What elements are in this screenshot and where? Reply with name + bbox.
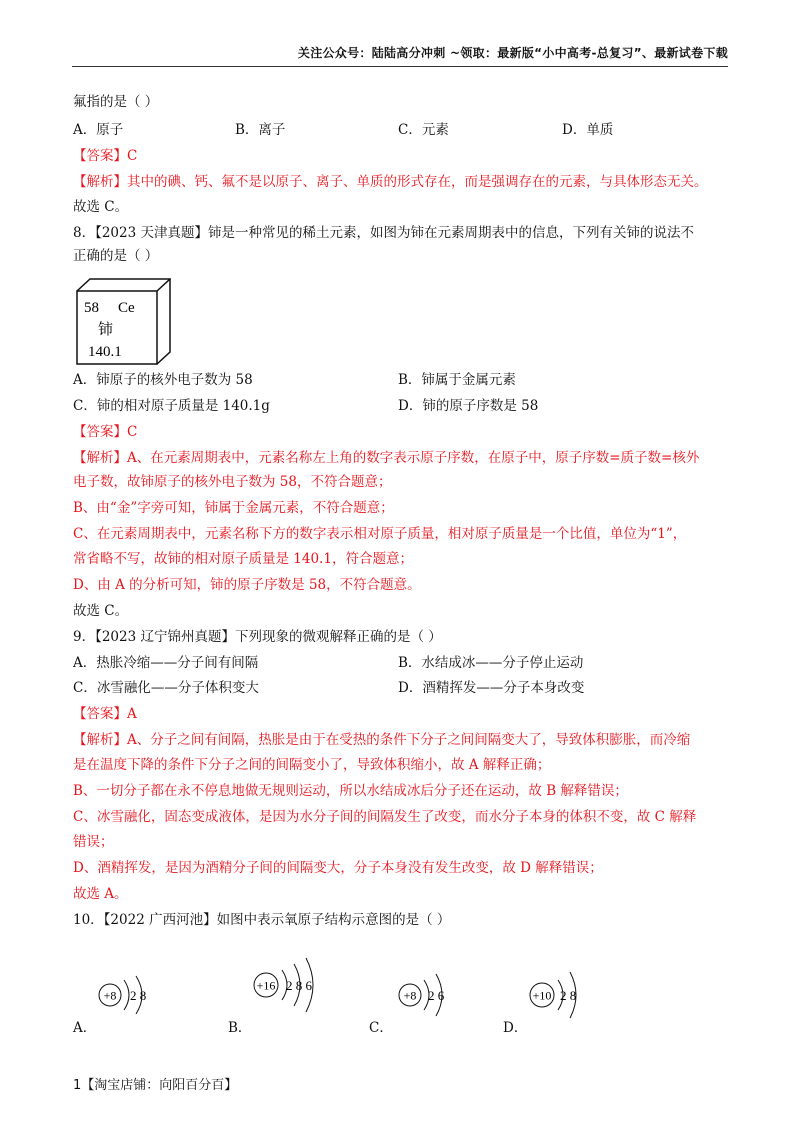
q9-analysis-4: C、冰雪融化，固态变成液体，是因为水分子间的间隔发生了改变，而水分子本身的体积不变，故 C 解释 [73, 809, 697, 825]
q8-analysis-1: 【解析】A、在元素周期表中，元素名称左上角的数字表示原子序数，在原子中，原子序数=质子数=核外 [73, 450, 700, 466]
atom-a-shells: 2 8 [130, 988, 147, 1003]
cell-element-name: 铈 [98, 320, 114, 338]
q9-answer: 【答案】A [73, 706, 137, 722]
cell-symbol: Ce [118, 300, 135, 316]
q7-answer: 【答案】C [73, 148, 138, 164]
atom-diagram-b [244, 950, 334, 1020]
q8-option-a: A．铈原子的核外电子数为 58 [73, 372, 253, 388]
q8-analysis-3: B、由“金”字旁可知，铈属于金属元素，不符合题意； [73, 500, 394, 516]
atom-label-c: C． [369, 1020, 393, 1036]
atom-a-nucleus: +8 [103, 988, 117, 1003]
q10-stem: 10．【2022 广西河池】如图中表示氧原子结构示意图的是（ ） [73, 912, 451, 928]
q7-stem-tail: 氟指的是（ ） [73, 94, 159, 110]
q8-option-b: B．铈属于金属元素 [398, 372, 516, 388]
q8-conclusion: 故选 C。 [73, 603, 129, 619]
q8-option-d: D．铈的原子序数是 58 [398, 398, 539, 414]
q7-conclusion: 故选 C。 [73, 199, 129, 215]
q7-option-c: C．元素 [398, 122, 449, 138]
q9-analysis-1: 【解析】A、分子之间有间隔，热胀是由于在受热的条件下分子之间间隔变大了，导致体积膨胀，而冷缩 [73, 732, 691, 748]
atom-label-a: A． [73, 1020, 97, 1036]
q8-option-c: C．铈的相对原子质量是 140.1g [73, 398, 270, 414]
atom-label-d: D． [503, 1020, 528, 1036]
q9-option-c: C．冰雪融化——分子体积变大 [73, 680, 259, 696]
atom-d-shells: 2 8 [560, 988, 577, 1003]
cell-atomic-mass: 140.1 [88, 344, 122, 360]
atom-b-shells: 2 8 6 [286, 978, 312, 993]
q9-analysis-2: 是在温度下降的条件下分子之间的间隔变小了，导致体积缩小，故 A 解释正确； [73, 757, 551, 773]
q8-stem-line1: 8．【2023 天津真题】铈是一种常见的稀土元素，如图为铈在元素周期表中的信息，下列有关铈的说法不 [73, 225, 694, 241]
page-header: 关注公众号：陆陆高分冲刺 ~领取：最新版“小中高考-总复习”、最新试卷下载 [72, 40, 728, 67]
cell-atomic-number: 58 [84, 300, 99, 316]
atom-c-nucleus: +8 [403, 988, 417, 1003]
atom-diagram-c [390, 958, 470, 1028]
atom-diagram-d [522, 958, 602, 1028]
q9-analysis-6: D、酒精挥发，是因为酒精分子间的间隔变大，分子本身没有发生改变，故 D 解释错误； [73, 860, 603, 876]
atom-diagram-a [90, 960, 170, 1030]
periodic-table-cell [76, 278, 171, 365]
q9-option-b: B．水结成冰——分子停止运动 [398, 655, 584, 671]
q8-analysis-4: C、在元素周期表中，元素名称下方的数字表示相对原子质量，相对原子质量是一个比值，单位为“1”， [73, 526, 687, 542]
q8-analysis-5: 常省略不写，故铈的相对原子质量是 140.1，符合题意； [73, 551, 413, 567]
atom-d-nucleus: +10 [532, 988, 552, 1003]
atom-c-shells: 2 6 [428, 988, 445, 1003]
q8-analysis-2: 电子数，故铈原子的核外电子数为 58，不符合题意； [73, 474, 392, 490]
q7-option-d: D．单质 [562, 122, 614, 138]
q9-option-d: D．酒精挥发——分子本身改变 [398, 680, 585, 696]
q9-stem: 9．【2023 辽宁锦州真题】下列现象的微观解释正确的是（ ） [73, 629, 442, 645]
q9-analysis-3: B、一切分子都在永不停息地做无规则运动，所以水结成冰后分子还在运动，故 B 解释错误； [73, 783, 628, 799]
q9-analysis-7: 故选 A。 [73, 886, 128, 902]
atom-b-nucleus: +16 [256, 978, 276, 993]
q8-analysis-6: D、由 A 的分析可知，铈的原子序数是 58，不符合题意。 [73, 577, 421, 593]
atom-label-b: B． [228, 1020, 252, 1036]
q9-analysis-5: 错误； [73, 834, 114, 850]
q9-option-a: A．热胀冷缩——分子间有间隔 [73, 655, 259, 671]
q7-option-b: B．离子 [235, 122, 286, 138]
q8-answer: 【答案】C [73, 424, 138, 440]
q7-option-a: A．原子 [73, 122, 124, 138]
page-footer: 1【淘宝店铺：向阳百分百】 [73, 1078, 238, 1093]
q8-stem-line2: 正确的是（ ） [73, 248, 159, 264]
q7-analysis: 【解析】其中的碘、钙、氟不是以原子、离子、单质的形式存在，而是强调存在的元素，与具体形态无关。 [73, 174, 708, 190]
